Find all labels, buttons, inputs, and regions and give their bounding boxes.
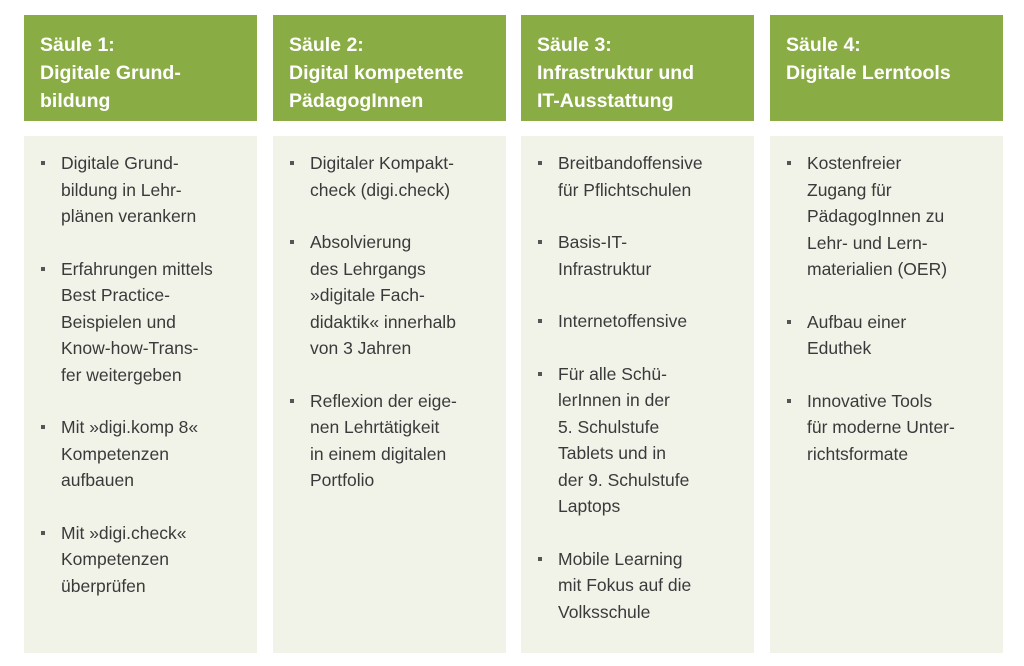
list-item-line: Mit »digi.check« <box>61 522 187 543</box>
list-item-line: PädagogInnen zu <box>807 206 945 226</box>
list-item-line: Digitale Grund- <box>61 153 179 173</box>
list-item-line: Eduthek <box>807 338 872 358</box>
list-item-line: richtsformate <box>807 443 909 464</box>
list-item-line: aufbauen <box>61 470 134 490</box>
list-item <box>537 150 748 203</box>
list-item-line: Infrastruktur <box>558 258 652 279</box>
pillar-3-body <box>521 136 754 653</box>
list-item-line: für Pflichtschulen <box>558 179 692 200</box>
pillar-title-line: Säule 3: <box>537 34 612 56</box>
pillar-4-body <box>770 136 1003 653</box>
list-item <box>289 229 500 362</box>
list-item-line: materialien (OER) <box>807 259 948 279</box>
pillar-title-line: Säule 1: <box>40 34 115 56</box>
pillar-title-line: Infrastruktur und <box>537 62 695 84</box>
list-item-line: Volksschule <box>558 601 651 622</box>
list-item-line: Kompetenzen <box>61 549 169 569</box>
list-item-line: mit Fokus auf die <box>558 575 692 595</box>
pillar-title-line: Digitale Grund- <box>40 62 181 84</box>
list-item <box>786 150 997 283</box>
pillar-title-line: IT-Ausstattung <box>537 90 674 112</box>
list-item <box>289 150 500 203</box>
list-item <box>786 388 997 468</box>
list-item-line: Internetoffensive <box>558 311 688 331</box>
list-item-line: 5. Schulstufe <box>558 416 660 437</box>
list-item-line: Lehr- und Lern- <box>807 232 928 253</box>
pillar-title-line: PädagogInnen <box>289 90 424 112</box>
list-item-line: in einem digitalen <box>310 443 447 464</box>
list-item-line: nen Lehrtätigkeit <box>310 417 440 437</box>
list-item-line: Mobile Learning <box>558 548 683 569</box>
list-item-line: Mit »digi.komp 8« <box>61 417 199 437</box>
pillar-3-list <box>537 150 748 625</box>
list-item-line: lerInnen in der <box>558 390 670 410</box>
list-item-line: Kostenfreier <box>807 153 902 173</box>
list-item-line: der 9. Schulstufe <box>558 469 690 490</box>
pillar-2-list <box>289 150 500 494</box>
list-item-line: didaktik« innerhalb <box>310 311 456 332</box>
list-item-line: für moderne Unter- <box>807 417 955 437</box>
list-item-line: Für alle Schü- <box>558 363 667 384</box>
pillar-title-line: Digital kompetente <box>289 62 464 84</box>
pillar-3 <box>521 15 754 653</box>
list-item <box>537 308 748 335</box>
pillar-2-header <box>273 15 506 121</box>
list-item <box>537 546 748 626</box>
list-item-line: Digitaler Kompakt- <box>310 153 454 173</box>
pillar-4 <box>770 15 1003 653</box>
list-item-line: Kompetenzen <box>61 443 169 464</box>
pillar-1-list <box>40 150 251 599</box>
pillar-2-body <box>273 136 506 653</box>
list-item-line: Best Practice- <box>61 285 170 305</box>
list-item-line: von 3 Jahren <box>310 338 412 358</box>
pillar-title-line: Digitale Lerntools <box>786 62 951 84</box>
list-item-line: Absolvierung <box>310 232 412 252</box>
list-item-line: überprüfen <box>61 575 146 596</box>
pillar-title-line: bildung <box>40 90 111 112</box>
list-item-line: Aufbau einer <box>807 311 907 332</box>
pillar-title-line: Säule 4: <box>786 34 861 56</box>
pillar-4-header <box>770 15 1003 121</box>
list-item-line: Laptops <box>558 496 621 516</box>
list-item-line: Basis-IT- <box>558 232 628 252</box>
list-item-line: plänen verankern <box>61 206 197 226</box>
list-item <box>40 256 251 389</box>
list-item-line: »digitale Fach- <box>310 285 425 305</box>
list-item-line: Tablets und in <box>558 443 666 463</box>
list-item-line: Reflexion der eige- <box>310 390 457 411</box>
pillar-1-header <box>24 15 257 121</box>
list-item-line: Zugang für <box>807 179 892 200</box>
list-item-line: Innovative Tools <box>807 390 933 411</box>
list-item-line: bildung in Lehr- <box>61 179 182 200</box>
list-item <box>537 229 748 282</box>
list-item-line: Breitbandoffensive <box>558 153 703 173</box>
list-item-line: fer weitergeben <box>61 364 182 385</box>
list-item-line: Portfolio <box>310 470 375 490</box>
list-item <box>40 520 251 600</box>
list-item <box>537 361 748 520</box>
list-item <box>40 414 251 494</box>
list-item-line: check (digi.check) <box>310 179 451 200</box>
list-item-line: Erfahrungen mittels <box>61 258 213 279</box>
pillar-4-list <box>786 150 997 467</box>
pillar-3-header <box>521 15 754 121</box>
list-item-line: Know-how-Trans- <box>61 338 199 358</box>
pillar-1-body <box>24 136 257 653</box>
list-item-line: Beispielen und <box>61 311 176 332</box>
list-item <box>786 309 997 362</box>
list-item <box>40 150 251 230</box>
pillar-1 <box>24 15 257 653</box>
list-item-line: des Lehrgangs <box>310 258 426 279</box>
pillar-2 <box>273 15 506 653</box>
pillar-title-line: Säule 2: <box>289 34 364 56</box>
list-item <box>289 388 500 494</box>
